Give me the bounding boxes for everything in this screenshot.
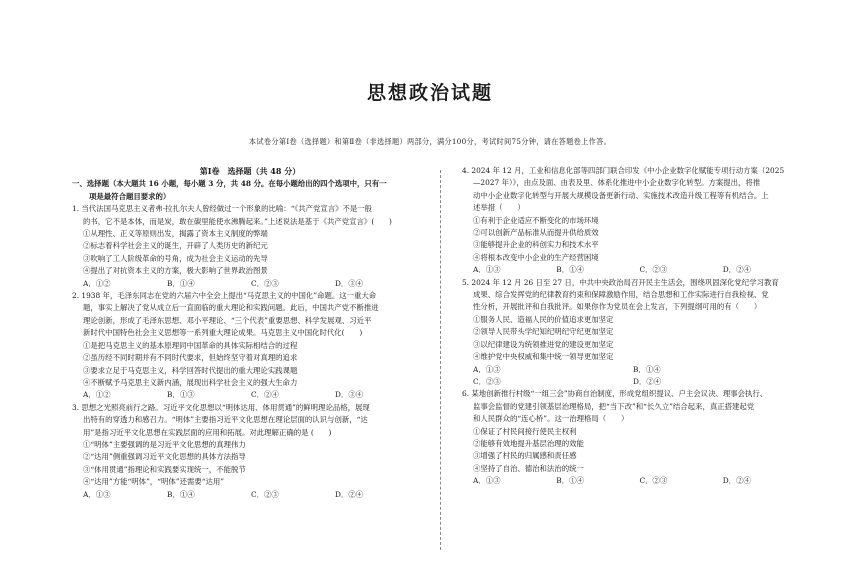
question-stem-line: 的书，它不是本体，而是炭，敢在碳里能使水沸腾起来。”上述说法是基于《共产党宣言》( ): [83, 216, 392, 226]
question-3: [72, 402, 428, 501]
section-instructions: [72, 178, 428, 203]
answer-option: A．①③: [473, 364, 501, 374]
statement-item: ③能够提升企业的科创实力和技术水平: [473, 240, 599, 250]
answer-options: [462, 264, 806, 276]
statement-item: ②标志着科学社会主义的诞生，开辟了人类历史的新纪元: [83, 241, 268, 251]
question-stem-line: 3. 思想之光照亮前行之路。习近平文化思想以“明体达用、体用贯通”的鲜明理论品格，展现: [72, 402, 370, 412]
answer-option: C．②④: [251, 390, 279, 400]
answer-options: [462, 364, 806, 376]
statement-item: ①是把马克思主义的基本原理同中国革命的具体实际相结合的过程: [83, 340, 298, 350]
statement-item: ④提出了对抗资本主义的方案，极大影响了世界政治图景: [83, 266, 268, 276]
statement-item: ④“达用”方能“明体”，“明体”还需要“达用”: [83, 477, 225, 487]
question-stem-line: —2027 年）》，由点及面、由表及里、体系化推进中小企业数字化转型。方案提出，将推: [473, 178, 761, 188]
question-stem-line: 4. 2024 年 12 月，工业和信息化部等四部门联合印发《中小企业数字化赋能专项行动方案（2025: [462, 166, 785, 175]
question-stem-line: 题，事实上解决了党从成立后一直面临的重大理论和实践问题。此后，中国共产党不断推进: [83, 303, 379, 313]
statement-item: ③要求立足于马克思主义，科学回答时代提出的重大理论实践课题: [83, 365, 298, 375]
statement-item: ③吹响了工人阶级革命的号角，成为社会主义运动的先导: [83, 253, 268, 263]
question-stem-line: 监事会监督的党建引领基层治理格局，把“当下改”和“长久立”结合起来，真正搭建起党: [473, 401, 755, 411]
answer-option: D．②④: [335, 489, 364, 499]
instructions-line-2: 项是最符合题目要求的）: [89, 191, 171, 201]
answer-options: [72, 489, 428, 501]
statement-item: ③增强了村民的归属感和责任感: [473, 451, 577, 461]
answer-option: C．②③: [251, 278, 279, 288]
answer-option: B．①③: [167, 390, 195, 400]
statement-item: ②虽历经不同时期并有不同时代要求，但始终坚守着对真理的追求: [83, 353, 298, 363]
answer-option: B．①④: [167, 278, 195, 288]
answer-option: B．①④: [167, 489, 195, 499]
statement-item: ①保证了村民间接行使民主权利: [473, 426, 577, 436]
question-stem-line: 新时代中国特色社会主义思想等一系列重大理论成果。马克思主义中国化时代化( ): [83, 328, 363, 338]
answer-option: A．①③: [473, 265, 501, 275]
instructions-line-1: 一、选择题（本大题共 16 小题，每小题 3 分，共 48 分。在每小题给出的四个选项中，只有一: [72, 179, 387, 189]
answer-option: A．①③: [473, 476, 501, 486]
statement-item: ①有利于企业适应不断变化的市场环境: [473, 215, 599, 225]
answer-option: B．①④: [633, 364, 661, 374]
left-column: [72, 165, 428, 501]
right-column: [462, 165, 806, 488]
answer-options: [462, 475, 806, 487]
answer-option: A．①③: [83, 489, 111, 499]
answer-option: C．②③: [473, 376, 501, 386]
answer-option: D．②④: [722, 476, 751, 486]
question-stem-line: 1. 当代法国马克思主义者弗·拉扎尔夫人曾经做过一个形象的比喻：“《共产党宣言》不是一般: [72, 204, 373, 214]
answer-option: C．②③: [639, 265, 668, 275]
answer-option: A．①②: [83, 278, 111, 288]
statement-item: ②可以创新产品标准从而提升供给质效: [473, 228, 599, 238]
question-stem-line: 6. 某地创新推行村级“一组三会”协商自治制度，形成党组织提议、户主会议决、理事会执行、: [462, 389, 768, 399]
question-stem-line: 2. 1938 年，毛泽东同志在党的六届六中全会上提出“马克思主义的中国化”命题。这一重大命: [72, 291, 377, 301]
statement-item: ③以纪律建设为统领推进党的建设更加坚定: [473, 339, 614, 349]
question-stem-line: 动中小企业数字化转型与开展大规模设备更新行动、实施技术改造升级工程等有机结合。上: [473, 190, 769, 200]
question-stem-line: 出特有的穿透力和感召力。“明体”主要指习近平文化思想在理论层面的认识与创新，“达: [83, 415, 368, 425]
answer-options: [72, 389, 428, 401]
statement-item: ②“达用”侧重强调习近平文化思想的具体方法指导: [83, 452, 246, 462]
statement-item: ②领导人民带头学纪知纪明纪守纪更加坚定: [473, 327, 614, 337]
answer-option: D．②④: [633, 376, 662, 386]
question-stem-line: 和人民群众的“连心桥”。这一治理格局（ ）: [473, 414, 629, 424]
answer-option: D．③④: [335, 278, 364, 288]
column-divider: [440, 170, 441, 550]
statement-item: ③“体用贯通”指理论和实践要实现统一，不能脱节: [83, 464, 246, 474]
statement-item: ①“明体”主要强调的是习近平文化思想的真理伟力: [83, 439, 246, 449]
left-question-list: [72, 203, 428, 501]
section-title: 第Ⅰ卷 选择题（共 48 分）: [199, 166, 301, 176]
answer-option: C．②③: [251, 489, 279, 499]
statement-item: ④坚持了自治、德治和法治的统一: [473, 463, 584, 473]
answer-option: D．③④: [335, 390, 364, 400]
answer-options: [72, 278, 428, 290]
question-stem-line: 述举措（ ）: [473, 203, 525, 213]
statement-item: ②能够有效地提升基层治理的效能: [473, 438, 584, 448]
question-1: [72, 203, 428, 290]
question-2: [72, 290, 428, 402]
question-5: [462, 277, 806, 389]
question-4: [462, 165, 806, 277]
question-stem-line: 理论创新，形成了毛泽东思想、邓小平理论、“三个代表”重要思想、科学发展观、习近平: [83, 315, 372, 325]
statement-item: ①从理性、正义等原则出发，揭露了资本主义制度的弊端: [83, 229, 268, 239]
statement-item: ④不断赋予马克思主义新内涵，展现出科学社会主义的强大生命力: [83, 377, 298, 387]
statement-item: ①服务人民、造福人民的价值追求更加坚定: [473, 314, 614, 324]
right-question-list: [462, 165, 806, 488]
answer-option: A．①②: [83, 390, 111, 400]
answer-option: D．②④: [722, 265, 751, 275]
question-stem-line: 成果、综合发挥党的纪律教育约束和保障激励作用，结合思想和工作实际进行自我检视、党: [473, 290, 769, 300]
question-stem-line: 用”是指习近平文化思想在实践层面的应用和拓展。对此理解正确的是 ( ): [83, 427, 332, 437]
statement-item: ④将根本改变中小企业的生产经营困境: [473, 252, 599, 262]
question-stem-line: 性分析，开展批评和自我批评。如果你作为党员在会上发言，下列提纲可用的有（ ）: [473, 302, 762, 312]
question-6: [462, 388, 806, 487]
answer-option: B．①④: [556, 476, 584, 486]
answer-options: [462, 376, 806, 388]
answer-option: B．①④: [556, 265, 584, 275]
page-title: 思想政治试题: [366, 82, 493, 104]
exam-notice: 本试卷分第Ⅰ卷（选择题）和第Ⅱ卷（非选择题）两部分，满分100分，考试时间75分钟，请在答题卷上作答。: [248, 137, 612, 146]
question-stem-line: 5. 2024 年 12 月 26 日至 27 日，中共中央政治局召开民主生活会，围绕巩固深化党纪学习教育: [462, 277, 779, 287]
statement-item: ④维护党中央权威和集中统一领导更加坚定: [473, 352, 614, 362]
answer-option: C．②③: [639, 476, 668, 486]
